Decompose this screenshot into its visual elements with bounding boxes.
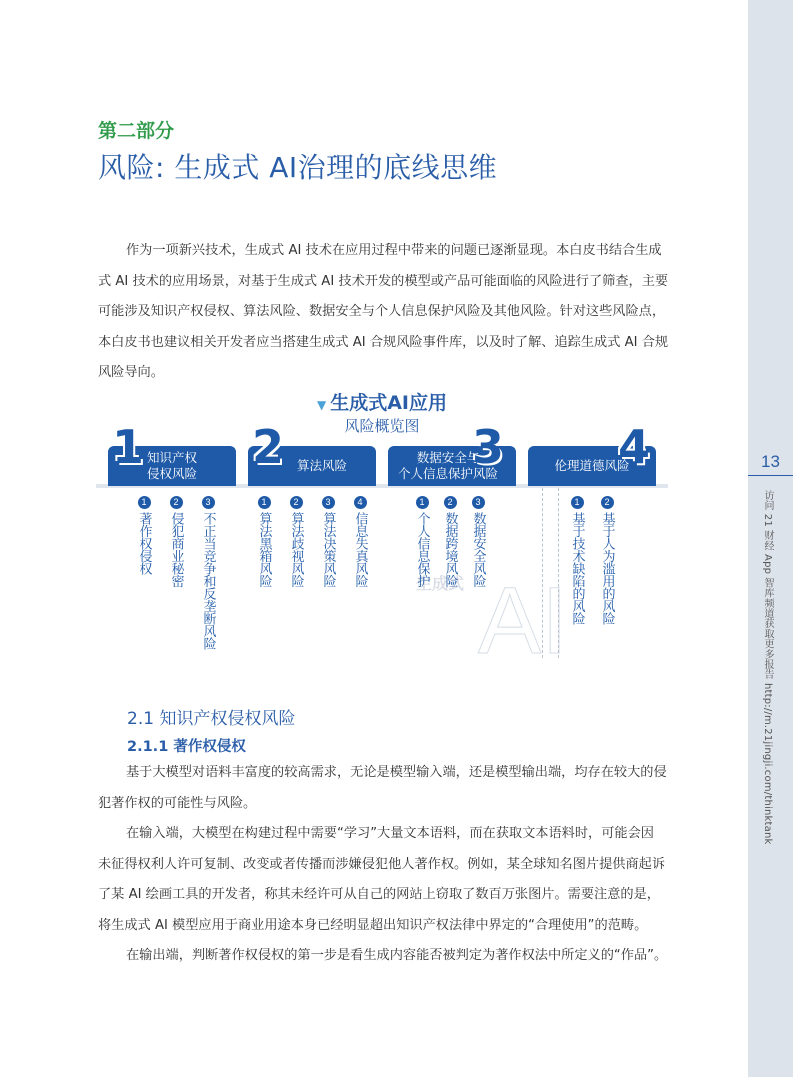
right-sidebar <box>748 0 793 1077</box>
risk-item <box>562 496 592 625</box>
category-number: 3 <box>472 420 505 474</box>
risk-item <box>160 496 192 650</box>
page-title: 风险: 生成式 AI治理的底线思维 <box>98 151 498 184</box>
intro-line: 本白皮书也建议相关开发者应当搭建生成式 AI 合规风险事件库，以及时了解、追踪生成式 AI 合规 <box>98 334 669 350</box>
risk-item <box>192 496 224 650</box>
category-label: 伦理道德风险 <box>554 458 630 473</box>
body-line: 将生成式 AI 模型应用于商业用途本身已经明显超出知识产权法律中界定的“合理使用”的范畴。 <box>98 917 648 933</box>
chevron-down-icon: ▼ <box>316 398 327 412</box>
bullet-number: 2 <box>170 496 183 509</box>
body-line: 基于大模型对语料丰富度的较高需求，无论是模型输入端，还是模型输出端，均存在较大的侵 <box>126 765 667 780</box>
diagram-title <box>96 388 668 415</box>
bullet-number: 1 <box>138 496 151 509</box>
category-number: 4 <box>618 420 651 474</box>
bullet-number: 3 <box>202 496 215 509</box>
bullet-number: 2 <box>444 496 457 509</box>
diagram-title-text: 生成式AI应用 <box>330 392 447 414</box>
category-label: 数据安全与 个人信息保护风险 <box>397 450 498 481</box>
bullet-number: 2 <box>601 496 614 509</box>
watermark-ai: AI <box>478 568 568 674</box>
category-label: 知识产权 侵权风险 <box>146 450 197 481</box>
risk-item <box>408 496 436 587</box>
dashed-divider <box>558 488 559 658</box>
risk-item-text: 算法决策风险 <box>320 512 336 587</box>
risk-item-text: 算法歧视风险 <box>288 512 304 587</box>
risk-items-algorithm <box>248 496 376 587</box>
bullet-number: 3 <box>322 496 335 509</box>
risk-overview-diagram <box>96 386 668 676</box>
risk-item-text: 算法黑箱风险 <box>256 512 272 587</box>
risk-item-text: 基于技术缺陷的风险 <box>569 512 585 625</box>
section-heading: 2.1 知识产权侵权风险 <box>127 709 296 729</box>
risk-item <box>464 496 492 587</box>
bullet-number: 1 <box>571 496 584 509</box>
risk-item-text: 不正当竞争和反垄断风险 <box>200 512 216 650</box>
intro-line: 式 AI 技术的应用场景，对基于生成式 AI 技术开发的模型或产品可能面临的风险进行了筛查，主要 <box>98 273 669 289</box>
dashed-divider <box>542 488 543 658</box>
category-label: 算法风险 <box>296 458 347 473</box>
risk-items-data <box>408 496 492 587</box>
bullet-number: 3 <box>472 496 485 509</box>
risk-items-ethics <box>562 496 622 625</box>
body-line: 犯著作权的可能性与风险。 <box>98 795 257 811</box>
risk-item <box>128 496 160 650</box>
category-number: 1 <box>112 420 145 474</box>
bullet-number: 2 <box>290 496 303 509</box>
body-line: 在输出端，判断著作权侵权的第一步是看生成内容能否被判定为著作权法中所定义的“作品”。 <box>126 948 668 963</box>
page-number: 13 <box>748 452 793 476</box>
body-line: 未征得权利人许可复制、改变或者传播而涉嫌侵犯他人著作权。例如，某全球知名图片提供商起诉 <box>98 856 666 872</box>
risk-item-text: 著作权侵权 <box>136 512 152 575</box>
intro-paragraph <box>98 236 669 389</box>
body-paragraphs <box>98 758 666 972</box>
intro-line: 可能涉及知识产权侵权、算法风险、数据安全与个人信息保护风险及其他风险。针对这些风险点， <box>98 304 666 319</box>
risk-item-text: 个人信息保护 <box>414 512 430 587</box>
risk-item <box>436 496 464 587</box>
risk-items-ip <box>128 496 224 650</box>
bullet-number: 1 <box>258 496 271 509</box>
sidebar-link-text[interactable]: 访问 21 财经 App 智库频道获取更多报告 http://m.21jingji.com/thinktank <box>762 490 773 845</box>
risk-item-text: 基于人为滥用的风险 <box>599 512 615 625</box>
part-label: 第二部分 <box>98 120 175 142</box>
risk-item-text: 信息失真风险 <box>352 512 368 587</box>
intro-line: 作为一项新兴技术，生成式 AI 技术在应用过程中带来的问题已逐渐显现。本白皮书结合生成 <box>126 243 662 258</box>
body-line: 了某 AI 绘画工具的开发者，称其未经许可从自己的网站上窃取了数百万张图片。需要注意的是， <box>98 887 660 902</box>
risk-item <box>344 496 376 587</box>
risk-item <box>248 496 280 587</box>
risk-item-text: 数据跨境风险 <box>442 512 458 587</box>
risk-item <box>592 496 622 625</box>
body-line: 在输入端，大模型在构建过程中需要“学习”大量文本语料，而在获取文本语料时，可能会因 <box>126 826 654 841</box>
bullet-number: 4 <box>354 496 367 509</box>
subsection-heading: 2.1.1 著作权侵权 <box>127 739 246 755</box>
intro-line: 风险导向。 <box>98 365 164 380</box>
risk-item <box>280 496 312 587</box>
bullet-number: 1 <box>416 496 429 509</box>
risk-item-text: 数据安全风险 <box>470 512 486 587</box>
watermark-text: 生成式 <box>416 574 465 593</box>
diagram-subtitle: 风险概览图 <box>344 417 420 435</box>
category-number: 2 <box>252 420 285 474</box>
risk-item <box>312 496 344 587</box>
risk-item-text: 侵犯商业秘密 <box>168 512 184 587</box>
